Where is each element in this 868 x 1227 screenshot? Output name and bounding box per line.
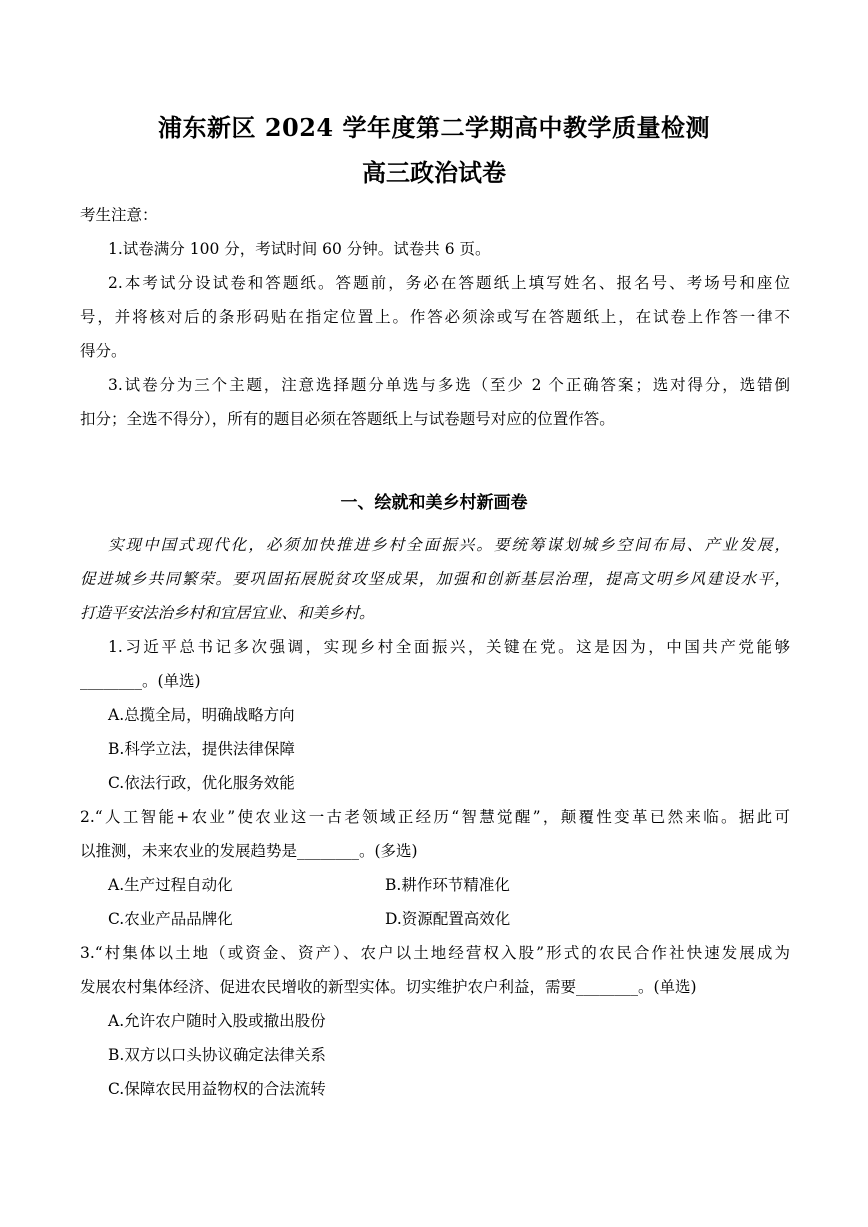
section-1-intro-line-1: 实现中国式现代化，必须加快推进乡村全面振兴。要统筹谋划城乡空间布局、产业发展， xyxy=(108,536,790,554)
question-1-stem-line-1: 1.习近平总书记多次强调，实现乡村全面振兴，关键在党。这是因为，中国共产党能够 xyxy=(108,638,790,656)
notice-item-3-line-1: 3.试卷分为三个主题，注意选择题分单选与多选（至少 2 个正确答案；选对得分，选错倒 xyxy=(108,376,790,394)
notice-heading: 考生注意： xyxy=(80,206,158,224)
notice-item-2-line-2: 号，并将核对后的条形码贴在指定位置上。作答必须涂或写在答题纸上，在试卷上作答一律不 xyxy=(80,308,790,326)
exam-title: 浦东新区 2024 学年度第二学期高中教学质量检测 xyxy=(157,113,710,142)
notice-item-2-line-3: 得分。 xyxy=(80,342,127,360)
question-2-stem-line-1: 2.“人工智能+农业”使农业这一古老领域正经历“智慧觉醒”，颠覆性变革已然来临。据此可 xyxy=(80,808,790,826)
question-1-option-c: C.依法行政，优化服务效能 xyxy=(108,774,295,792)
question-2-option-a: A.生产过程自动化 xyxy=(108,876,233,894)
notice-item-1: 1.试卷满分 100 分，考试时间 60 分钟。试卷共 6 页。 xyxy=(108,240,491,258)
notice-item-2-line-1: 2.本考试分设试卷和答题纸。答题前，务必在答题纸上填写姓名、报名号、考场号和座位 xyxy=(108,274,790,292)
question-1-option-a: A.总揽全局，明确战略方向 xyxy=(108,706,295,724)
section-1-intro-line-3: 打造平安法治乡村和宜居宜业、和美乡村。 xyxy=(80,604,375,622)
question-2-option-b: B.耕作环节精准化 xyxy=(385,876,510,894)
question-3-option-b: B.双方以口头协议确定法律关系 xyxy=(108,1046,326,1064)
section-1-title: 一、绘就和美乡村新画卷 xyxy=(340,493,528,513)
question-3-stem-line-2: 发展农村集体经济、促进农民增收的新型实体。切实维护农户利益，需要________。(单选) xyxy=(80,978,697,996)
question-2-option-c: C.农业产品品牌化 xyxy=(108,910,233,928)
section-1-intro-line-2: 促进城乡共同繁荣。要巩固拓展脱贫攻坚成果，加强和创新基层治理，提高文明乡风建设水平， xyxy=(80,570,790,588)
question-3-option-c: C.保障农民用益物权的合法流转 xyxy=(108,1080,326,1098)
question-1-option-b: B.科学立法，提供法律保障 xyxy=(108,740,295,758)
question-2-option-d: D.资源配置高效化 xyxy=(385,910,511,928)
notice-item-3-line-2: 扣分；全选不得分），所有的题目必须在答题纸上与试卷题号对应的位置作答。 xyxy=(80,410,615,428)
question-1-stem-line-2: ________。(单选) xyxy=(80,672,201,690)
exam-subtitle: 高三政治试卷 xyxy=(362,158,506,187)
question-3-option-a: A.允许农户随时入股或撤出股份 xyxy=(108,1012,326,1030)
question-3-stem-line-1: 3.“村集体以土地（或资金、资产）、农户以土地经营权入股”形式的农民合作社快速发展成为 xyxy=(80,944,790,962)
question-2-stem-line-2: 以推测，未来农业的发展趋势是________。(多选) xyxy=(80,842,418,860)
